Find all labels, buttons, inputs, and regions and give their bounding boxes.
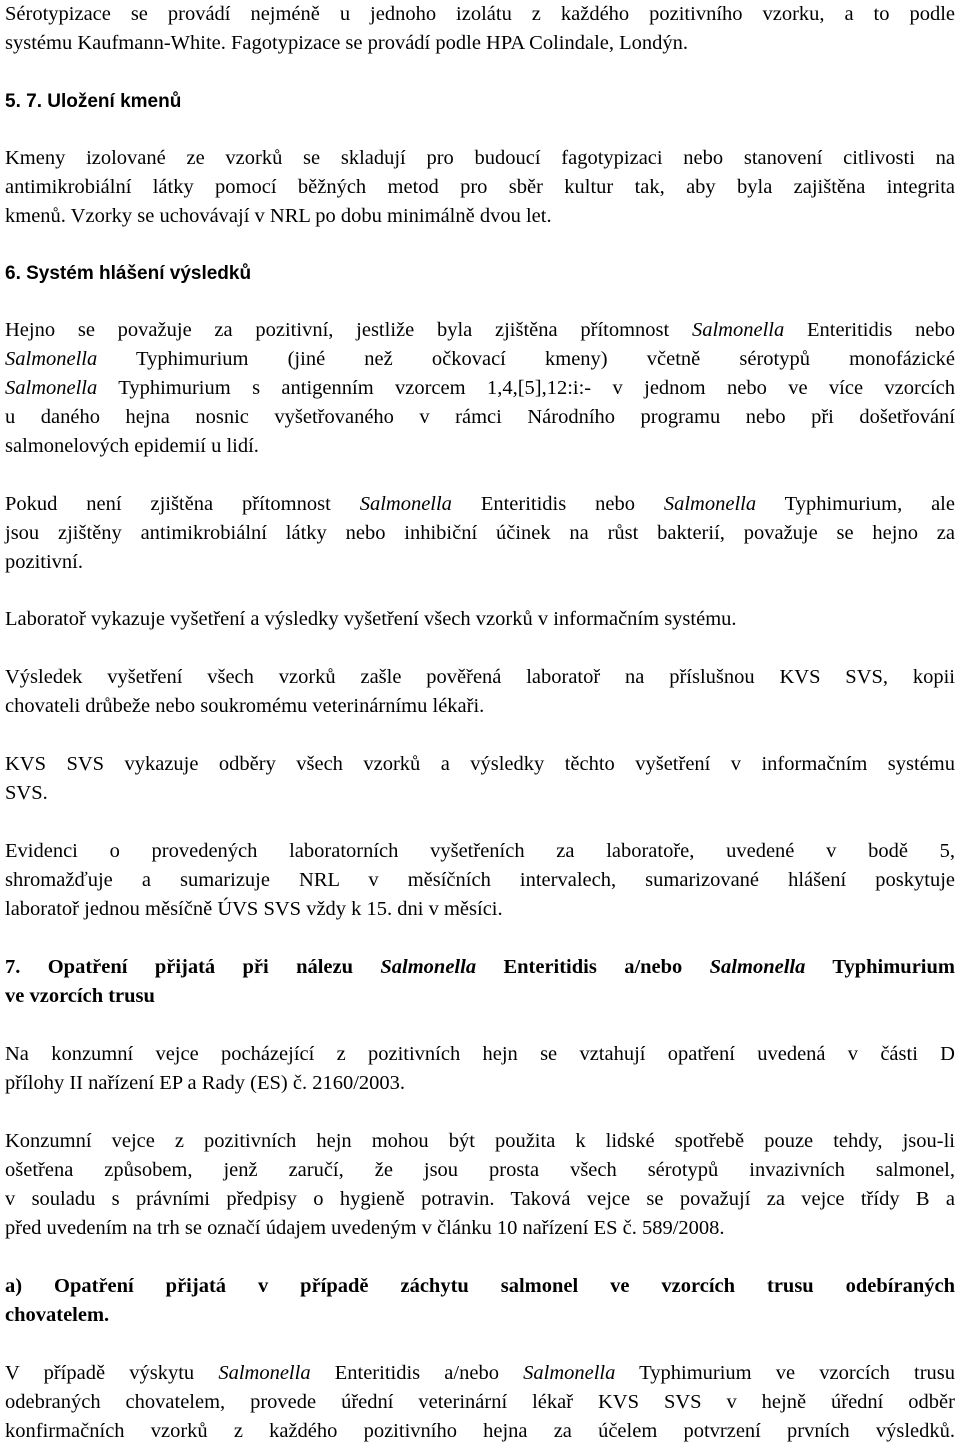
text-line: v souladu s právními předpisy o hygieně potravin. Taková vejce se považují za vejce třídy B a (5, 1188, 955, 1210)
text-line: V případě výskytu Salmonella Enteritidis a/nebo Salmonella Typhimurium ve vzorcích trusu (5, 1362, 956, 1384)
section-heading: 5. 7. Uložení kmenů (5, 91, 182, 112)
text-line: jsou zjištěny antimikrobiální látky nebo inhibiční účinek na růst bakterií, považuje se hejno za (5, 522, 955, 544)
text-line: chovateli drůbeže nebo soukromému veterinárnímu lékaři. (5, 695, 485, 717)
text-line: salmonelových epidemií u lidí. (5, 435, 259, 457)
text-line: Kmeny izolované ze vzorků se skladují pro budoucí fagotypizaci nebo stanovení citlivosti na (5, 147, 955, 169)
text-line: Konzumní vejce z pozitivních hejn mohou být použita k lidské spotřebě pouze tehdy, jsou-li (5, 1130, 955, 1152)
text-line: Na konzumní vejce pocházející z pozitivních hejn se vztahují opatření uvedená v části D (5, 1043, 955, 1065)
text-line: pozitivní. (5, 551, 84, 573)
text-line: Pokud není zjištěna přítomnost Salmonella Enteritidis nebo Salmonella Typhimurium, ale (5, 493, 955, 515)
subsection-heading: a) Opatření přijatá v případě záchytu salmonel ve vzorcích trusu odebíraných (5, 1275, 955, 1297)
text-line: shromažďuje a sumarizuje NRL v měsíčních intervalech, sumarizované hlášení poskytuje (5, 869, 955, 891)
subsection-heading: chovatelem. (5, 1304, 110, 1326)
text-line: konfirmačních vzorků z každého pozitivního hejna za účelem potvrzení prvních výsledků. (5, 1420, 955, 1442)
text-line: SVS. (5, 782, 48, 804)
text-line: u daného hejna nosnic vyšetřovaného v rámci Národního programu nebo při došetřování (5, 406, 955, 428)
text-line: Salmonella Typhimurium (jiné než očkovací kmeny) včetně sérotypů monofázické (5, 348, 955, 370)
text-line: Sérotypizace se provádí nejméně u jednoho izolátu z každého pozitivního vzorku, a to podle (5, 3, 955, 25)
text-line: kmenů. Vzorky se uchovávají v NRL po dobu minimálně dvou let. (5, 205, 552, 227)
text-line: odebraných chovatelem, provede úřední veterinární lékař KVS SVS v hejně úřední odběr (5, 1391, 955, 1413)
text-line: přílohy II nařízení EP a Rady (ES) č. 2160/2003. (5, 1072, 406, 1094)
text-line: Laboratoř vykazuje vyšetření a výsledky vyšetření všech vzorků v informačním systému. (5, 608, 737, 630)
section-heading: ve vzorcích trusu (5, 985, 155, 1007)
text-line: KVS SVS vykazuje odběry všech vzorků a výsledky těchto vyšetření v informačním systému (5, 753, 955, 775)
text-line: Salmonella Typhimurium s antigenním vzorcem 1,4,[5],12:i:- v jednom nebo ve více vzorcích (5, 377, 955, 399)
text-line: antimikrobiální látky pomocí běžných metod pro sběr kultur tak, aby byla zajištěna integrita (5, 176, 955, 198)
text-line: laboratoř jednou měsíčně ÚVS SVS vždy k 15. dni v měsíci. (5, 898, 503, 920)
text-line: Evidenci o provedených laboratorních vyšetřeních za laboratoře, uvedené v bodě 5, (5, 840, 955, 862)
text-line: ošetřena způsobem, jenž zaručí, že jsou prosta všech sérotypů invazivních salmonel, (5, 1159, 955, 1181)
section-heading: 6. Systém hlášení výsledků (5, 263, 252, 284)
section-heading: 7. Opatření přijatá při nálezu Salmonella Enteritidis a/nebo Salmonella Typhimurium (5, 956, 955, 978)
text-line: systému Kaufmann-White. Fagotypizace se provádí podle HPA Colindale, Londýn. (5, 32, 689, 54)
text-line: před uvedením na trh se označí údajem uvedeným v článku 10 nařízení ES č. 589/2008. (5, 1217, 725, 1239)
text-line: Výsledek vyšetření všech vzorků zašle pověřená laboratoř na příslušnou KVS SVS, kopii (5, 666, 955, 688)
text-line: Hejno se považuje za pozitivní, jestliže byla zjištěna přítomnost Salmonella Enteritidis nebo (5, 319, 955, 341)
